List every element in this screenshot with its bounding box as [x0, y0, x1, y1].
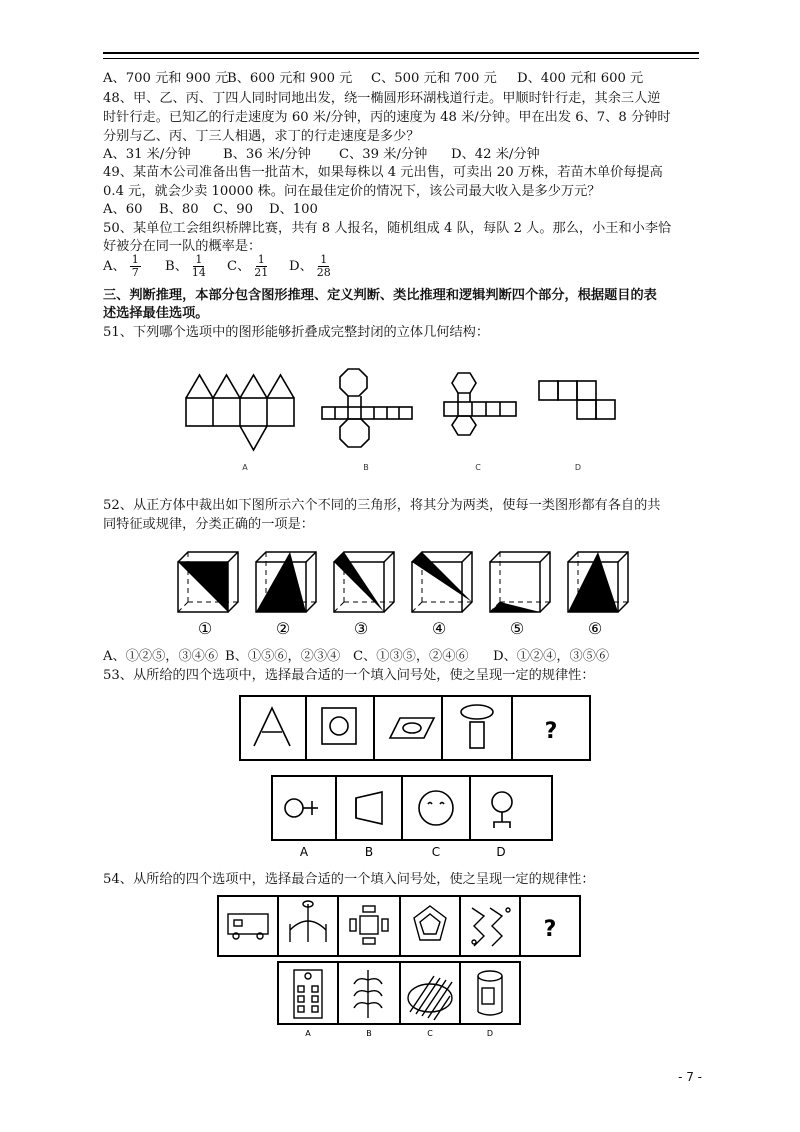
q49-option-d: D、100 [269, 202, 318, 217]
q52-figure [172, 540, 642, 640]
q51-net-d [539, 381, 615, 419]
q52-line2: 同特征或规律，分类正确的一项是： [103, 517, 314, 532]
q51-label-c: C [475, 463, 481, 472]
q51-text: 51、下列哪个选项中的图形能够折叠成完整封闭的立体几何结构： [103, 325, 490, 340]
q52-label-2: ② [275, 619, 291, 638]
q53-label-b: B [364, 845, 374, 859]
q50-line2: 好被分在同一队的概率是： [103, 239, 262, 254]
q49-line1: 49、某苗木公司准备出售一批苗木，如果每株以 4 元出售，可卖出 20 万株，若苗木单价每提高 [103, 165, 663, 180]
q49-line2: 0.4 元，就会少卖 10000 株。问在最佳定价的情况下，该公司最大收入是多少万元？ [103, 184, 601, 199]
q51-net-a [186, 375, 294, 450]
q54-label-a: A [305, 1029, 311, 1038]
q54-figure [212, 894, 592, 1044]
q52-cube-5 [490, 552, 550, 612]
header-rule [103, 52, 699, 54]
q53-label-c: C [431, 845, 441, 859]
q50-option-a: A、 $\frac{1}{7}$ [103, 253, 139, 279]
q51-label-d: D [574, 463, 582, 472]
q48-line3: 分别与乙、丙、丁三人相遇，求丁的行走速度是多少？ [103, 129, 420, 144]
q48-option-b: B、36 米/分钟 [223, 147, 311, 162]
q48-line1: 48、甲、乙、丙、丁四人同时同地出发，绕一椭圆形环湖栈道行走。甲顺时针行走，其余三人逆 [103, 91, 661, 106]
q47-option-b: B、600 元和 900 元 [227, 71, 353, 86]
q50-options [103, 254, 335, 280]
q52-option-c: C、①③⑤，②④⑥ [353, 649, 469, 664]
q51-net-c [444, 373, 516, 435]
section3-heading-line1: 三、判断推理，本部分包含图形推理、定义判断、类比推理和逻辑判断四个部分，根据题目的表 [103, 288, 657, 303]
section3-heading-line2: 述选择最佳选项。 [103, 306, 209, 321]
q52-option-d: D、①②④，③⑤⑥ [493, 649, 610, 664]
q53-label-a: A [299, 845, 309, 859]
q54-label-c: C [427, 1029, 433, 1038]
q48-option-c: C、39 米/分钟 [339, 147, 428, 162]
q50-option-c: C、 $\frac{1}{21}$ [227, 253, 269, 279]
q51-net-b [322, 369, 412, 447]
q52-label-3: ③ [353, 619, 369, 638]
q54-label-d: D [486, 1029, 494, 1038]
page-number: - 7 - [678, 1070, 702, 1084]
q50-line1: 50、某单位工会组织桥牌比赛，共有 8 人报名，随机组成 4 队，每队 2 人。那么，小王和小李恰 [103, 221, 672, 236]
q52-label-1: ① [197, 619, 213, 638]
q52-cube-6 [568, 552, 628, 612]
q48-options [103, 146, 540, 164]
q54-label-b: B [366, 1029, 372, 1038]
q52-cube-4 [412, 552, 472, 612]
q50-option-d: D、 $\frac{1}{28}$ [289, 253, 331, 279]
q53-text: 53、从所给的四个选项中，选择最合适的一个填入问号处，使之呈现一定的规律性： [103, 668, 595, 683]
q49-option-a: A、60 [103, 202, 143, 217]
q50-option-b: B、 $\frac{1}{14}$ [165, 253, 206, 279]
q52-label-6: ⑥ [587, 619, 603, 638]
q52-label-5: ⑤ [509, 619, 525, 638]
q52-label-4: ④ [431, 619, 447, 638]
q54-text: 54、从所给的四个选项中，选择最合适的一个填入问号处，使之呈现一定的规律性： [103, 872, 595, 887]
q52-cube-3 [334, 552, 394, 612]
q49-option-c: C、90 [213, 202, 254, 217]
q54-question-mark: ? [543, 917, 557, 942]
q51-label-b: B [363, 463, 369, 472]
q52-line1: 52、从正方体中裁出如下图所示六个不同的三角形，将其分为两类，使每一类图形都有各自的共 [103, 498, 661, 513]
q51-label-a: A [242, 463, 248, 472]
q49-options [103, 201, 318, 219]
q48-option-d: D、42 米/分钟 [451, 147, 540, 162]
q53-question-mark: ? [544, 719, 558, 744]
q53-label-d: D [496, 845, 506, 859]
q52-option-b: B、①⑤⑥，②③④ [225, 649, 341, 664]
q47-options [103, 70, 643, 88]
q48-option-a: A、31 米/分钟 [103, 147, 191, 162]
q48-line2: 时针行走。已知乙的行走速度为 60 米/分钟，丙的速度为 48 米/分钟。甲在出发 6、7、8 分钟时 [103, 110, 671, 125]
q52-cube-1 [178, 552, 238, 612]
q52-option-a: A、①②⑤，③④⑥ [103, 649, 219, 664]
q47-option-a: A、700 元和 900 元 [103, 71, 229, 86]
q47-option-c: C、500 元和 700 元 [371, 71, 497, 86]
q52-cube-2 [256, 552, 316, 612]
q53-figure [232, 694, 602, 864]
q51-figure [170, 365, 630, 477]
q52-options [103, 648, 609, 666]
header-rule-thin [103, 58, 699, 59]
q47-option-d: D、400 元和 600 元 [517, 71, 644, 86]
q49-option-b: B、80 [159, 202, 199, 217]
